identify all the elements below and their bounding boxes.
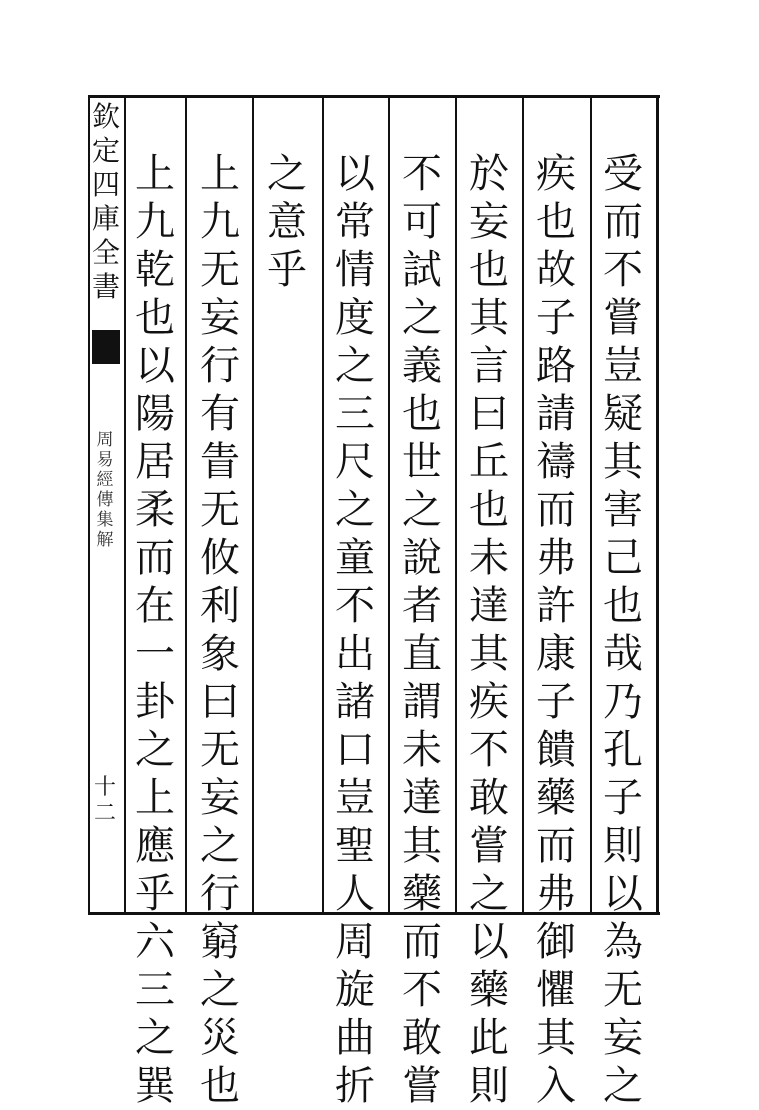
column-divider: [388, 95, 390, 915]
character: 而: [536, 487, 576, 533]
top-border: [88, 95, 660, 98]
character: 則: [469, 1063, 509, 1109]
character: 人: [335, 871, 375, 917]
character: 无: [200, 727, 240, 773]
character: 之: [469, 871, 509, 917]
column-divider: [185, 95, 187, 915]
character: 四: [91, 168, 120, 201]
character: 子: [536, 679, 576, 725]
character: 九: [135, 199, 175, 245]
character: 之: [267, 151, 307, 197]
character: 也: [603, 583, 643, 629]
character: 曰: [200, 679, 240, 725]
character: 子: [536, 295, 576, 341]
character: 可: [402, 199, 442, 245]
character: 己: [603, 535, 643, 581]
character: 九: [200, 199, 240, 245]
character: 傳: [96, 490, 114, 510]
column-divider: [124, 95, 126, 915]
character: 易: [96, 450, 114, 470]
character: 利: [200, 583, 240, 629]
character: 上: [200, 151, 240, 197]
character: 行: [200, 871, 240, 917]
character: 試: [402, 247, 442, 293]
character: 集: [96, 510, 114, 530]
character: 曲: [335, 1015, 375, 1061]
character: 世: [402, 439, 442, 485]
character: 也: [200, 1063, 240, 1109]
text-column-6: [262, 150, 312, 294]
character: 之: [603, 1063, 643, 1109]
character: 陽: [135, 391, 175, 437]
character: 三: [335, 391, 375, 437]
character: 出: [335, 631, 375, 677]
character: 乎: [267, 247, 307, 293]
character: 弗: [536, 535, 576, 581]
text-column-4: [397, 150, 447, 1110]
character: 行: [200, 343, 240, 389]
column-divider: [590, 95, 592, 915]
right-border: [656, 95, 659, 915]
character: 情: [335, 247, 375, 293]
character: 弗: [536, 871, 576, 917]
character: 害: [603, 487, 643, 533]
character: 言: [469, 343, 509, 389]
column-divider: [252, 95, 254, 915]
character: 於: [469, 151, 509, 197]
character: 眚: [200, 439, 240, 485]
character: 上: [135, 151, 175, 197]
character: 也: [469, 487, 509, 533]
character: 庫: [91, 202, 120, 235]
character: 書: [91, 270, 120, 303]
character: 一: [135, 631, 175, 677]
character: 其: [536, 1015, 576, 1061]
character: 康: [536, 631, 576, 677]
character: 謂: [402, 679, 442, 725]
character: 也: [469, 247, 509, 293]
character: 經: [96, 470, 114, 490]
character: 未: [469, 535, 509, 581]
character: 之: [200, 823, 240, 869]
character: 達: [469, 583, 509, 629]
character: 入: [536, 1063, 576, 1109]
character: 藥: [402, 871, 442, 917]
character: 巽: [135, 1063, 175, 1109]
character: 敢: [469, 775, 509, 821]
fish-tail-mark: [92, 330, 120, 364]
character: 孔: [603, 727, 643, 773]
character: 之: [135, 1015, 175, 1061]
text-column-7: [195, 150, 245, 1110]
margin-book-title: [94, 430, 116, 550]
character: 以: [469, 919, 509, 965]
character: 象: [200, 631, 240, 677]
character: 无: [603, 967, 643, 1013]
character: 而: [536, 823, 576, 869]
character: 以: [135, 343, 175, 389]
character: 卦: [135, 679, 175, 725]
character: 直: [402, 631, 442, 677]
character: 全: [91, 236, 120, 269]
character: 童: [335, 535, 375, 581]
character: 饋: [536, 727, 576, 773]
text-column-3: [464, 150, 514, 1110]
character: 意: [267, 199, 307, 245]
character: 藥: [536, 775, 576, 821]
character: 无: [200, 487, 240, 533]
character: 不: [402, 151, 442, 197]
character: 達: [402, 775, 442, 821]
character: 疾: [469, 679, 509, 725]
text-column-2: [531, 150, 581, 1110]
character: 聖: [335, 823, 375, 869]
character: 乃: [603, 679, 643, 725]
character: 豈: [603, 343, 643, 389]
character: 常: [335, 199, 375, 245]
character: 妄: [200, 775, 240, 821]
character: 其: [402, 823, 442, 869]
character: 之: [335, 487, 375, 533]
character: 妄: [469, 199, 509, 245]
character: 在: [135, 583, 175, 629]
character: 為: [603, 919, 643, 965]
character: 攸: [200, 535, 240, 581]
character: 之: [335, 343, 375, 389]
character: 豈: [335, 775, 375, 821]
character: 以: [335, 151, 375, 197]
character: 三: [135, 967, 175, 1013]
character: 義: [402, 343, 442, 389]
character: 路: [536, 343, 576, 389]
character: 哉: [603, 631, 643, 677]
margin-title: [90, 100, 122, 304]
character: 窮: [200, 919, 240, 965]
character: 不: [469, 727, 509, 773]
character: 御: [536, 919, 576, 965]
character: 解: [96, 530, 114, 550]
character: 受: [603, 151, 643, 197]
text-column-1: [598, 150, 648, 1110]
character: 許: [536, 583, 576, 629]
column-divider: [455, 95, 457, 915]
character: 禱: [536, 439, 576, 485]
character: 不: [402, 967, 442, 1013]
character: 嘗: [402, 1063, 442, 1109]
character: 者: [402, 583, 442, 629]
character: 故: [536, 247, 576, 293]
character: 未: [402, 727, 442, 773]
page-number: 十二: [93, 775, 116, 826]
character: 之: [200, 967, 240, 1013]
character: 也: [536, 199, 576, 245]
character: 周: [96, 430, 114, 450]
character: 子: [603, 775, 643, 821]
character: 敢: [402, 1015, 442, 1061]
character: 有: [200, 391, 240, 437]
character: 而: [603, 199, 643, 245]
character: 其: [469, 295, 509, 341]
character: 柔: [135, 487, 175, 533]
character: 疑: [603, 391, 643, 437]
character: 曰: [469, 391, 509, 437]
character: 尺: [335, 439, 375, 485]
character: 之: [402, 487, 442, 533]
character: 度: [335, 295, 375, 341]
character: 疾: [536, 151, 576, 197]
character: 妄: [603, 1015, 643, 1061]
character: 欽: [91, 100, 120, 133]
character: 上: [135, 775, 175, 821]
character: 其: [469, 631, 509, 677]
character: 之: [135, 727, 175, 773]
character: 之: [402, 295, 442, 341]
character: 折: [335, 1063, 375, 1109]
character: 不: [335, 583, 375, 629]
character: 也: [402, 391, 442, 437]
character: 此: [469, 1015, 509, 1061]
character: 而: [135, 535, 175, 581]
character: 口: [335, 727, 375, 773]
character: 周: [335, 919, 375, 965]
character: 嘗: [603, 295, 643, 341]
character: 妄: [200, 295, 240, 341]
column-divider: [522, 95, 524, 915]
character: 不: [603, 247, 643, 293]
character: 說: [402, 535, 442, 581]
character: 藥: [469, 967, 509, 1013]
character: 乾: [135, 247, 175, 293]
column-divider: [322, 95, 324, 915]
character: 无: [200, 247, 240, 293]
text-column-8: [130, 150, 180, 1110]
character: 諸: [335, 679, 375, 725]
character: 旋: [335, 967, 375, 1013]
character: 也: [135, 295, 175, 341]
character: 定: [91, 134, 120, 167]
character: 請: [536, 391, 576, 437]
character: 居: [135, 439, 175, 485]
character: 其: [603, 439, 643, 485]
character: 嘗: [469, 823, 509, 869]
text-column-5: [330, 150, 380, 1110]
character: 懼: [536, 967, 576, 1013]
character: 丘: [469, 439, 509, 485]
character: 而: [402, 919, 442, 965]
character: 六: [135, 919, 175, 965]
character: 災: [200, 1015, 240, 1061]
character: 以: [603, 871, 643, 917]
character: 則: [603, 823, 643, 869]
character: 應: [135, 823, 175, 869]
character: 乎: [135, 871, 175, 917]
